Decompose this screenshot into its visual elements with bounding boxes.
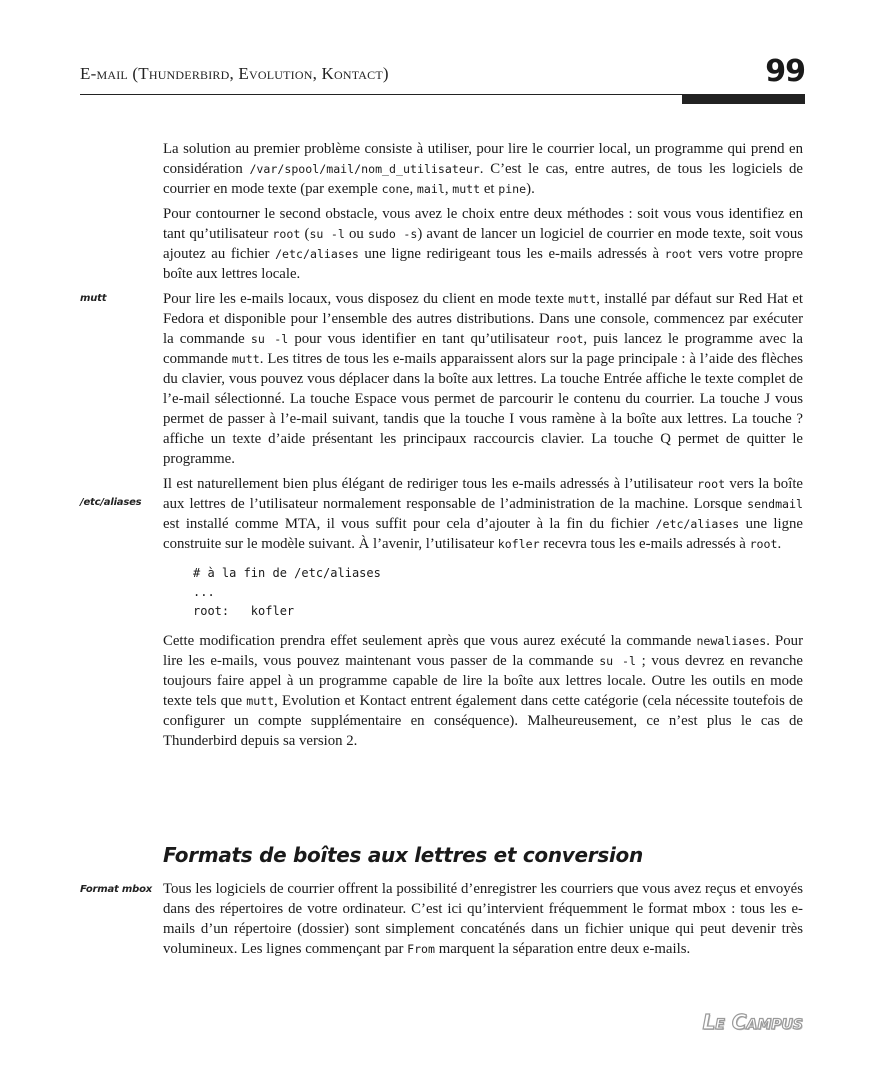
- text-run: Pour contourner le second obstacle, vous avez le choix entre deux méthodes : soit vous vous identifiez en tant qu’utilisateur: [163, 206, 803, 242]
- section-heading: Formats de boîtes aux lettres et conversion: [163, 843, 643, 867]
- paragraph-local-mail: [163, 139, 803, 199]
- running-header-part: ): [382, 64, 389, 83]
- text-run: Pour lire les e-mails locaux, vous disposez du client en mode texte: [163, 291, 569, 307]
- running-header-part: (T: [127, 64, 149, 83]
- running-header-part: hunderbird: [148, 64, 230, 83]
- publisher-logo: Le Campus: [702, 1010, 803, 1034]
- code-run: root: [272, 227, 301, 241]
- running-header: [80, 64, 389, 84]
- text-run: Il est naturellement bien plus élégant de rediriger tous les e-mails adressés à l’utilisateur: [163, 476, 698, 492]
- text-run: ,: [409, 181, 417, 197]
- text-run: .: [777, 536, 782, 552]
- text-run: La solution au premier problème consiste à utiliser, pour lire le courrier local, un programme qui prend en considération: [163, 141, 803, 177]
- margin-note-mutt: mutt: [80, 293, 107, 304]
- code-line: root: kofler: [193, 604, 295, 618]
- code-run: root: [749, 537, 778, 551]
- code-run: su -l: [599, 654, 637, 668]
- paragraph-aliases: [163, 474, 803, 554]
- code-run: root: [664, 247, 693, 261]
- running-header-part: E: [80, 64, 91, 83]
- text-run: Tous les logiciels de courrier offrent la possibilité d’enregistrer les courriers que vous avez reçus et envoyés dans des répertoires de votre ordinateur. C’est ici qu’intervient fréquemment le format mbox : tous les e-mails d’un répertoire (dossier) sont simplement concaténés dans un fichier unique qui peut devenir très volumineux. Les lignes commençant par: [163, 881, 803, 957]
- code-run: root: [697, 477, 726, 491]
- paragraph-second-obstacle: [163, 204, 803, 284]
- body-text: [163, 139, 803, 756]
- code-run: root: [555, 332, 584, 346]
- margin-note-aliases: /etc/aliases: [80, 497, 142, 508]
- body-text-mbox: [163, 879, 803, 964]
- code-run: mutt: [568, 292, 597, 306]
- code-run: newaliases: [696, 634, 767, 648]
- text-run: , installé par défaut sur Red Hat et Fedora et disponible pour l’ensemble des autres distributions. Dans une console, commencez par exécuter la commande: [163, 291, 803, 347]
- paragraph-newaliases: [163, 631, 803, 751]
- code-run: /etc/aliases: [655, 517, 740, 531]
- text-run: . Pour lire les e-mails, vous pouvez maintenant vous passer de la commande: [163, 633, 804, 669]
- code-run: su -l: [250, 332, 289, 346]
- text-run: ; vous devrez en revanche toujours faire appel à un programme capable de lire la boîte aux lettres locale. Outre les outils en mode texte tels que: [163, 653, 803, 709]
- text-run: . Les titres de tous les e-mails apparaissent alors sur la page principale : à l’aide des flèches du clavier, vous pouvez vous déplacer dans la boîte aux lettres. La touche Entrée affiche le texte complet de l’e-mail sélectionné. La touche Espace vous permet de parcourir le contenu du courrier. La touche J vous permet de passer à l’e-mail suivant, tandis que la touche I vous ramène à la boîte aux lettres. La touche ? affiche un texte d’aide présentant les principaux raccourcis clavier. La touche Q permet de quitter le programme.: [163, 351, 803, 467]
- code-run: /var/spool/mail/nom_d_utilisateur: [249, 162, 480, 176]
- text-run: et: [480, 181, 499, 197]
- page-number: 99: [765, 54, 805, 89]
- text-run: . C’est le cas, entre autres, de tous les logiciels de courrier en mode texte (par exemple: [163, 161, 803, 197]
- code-run: cone: [381, 182, 410, 196]
- paragraph-mutt: [163, 289, 803, 469]
- text-run: (: [300, 226, 310, 242]
- text-run: ou: [344, 226, 368, 242]
- margin-note-mbox: Format mbox: [80, 884, 152, 895]
- code-run: mail: [416, 182, 445, 196]
- code-run: From: [407, 942, 436, 956]
- code-run: mutt: [246, 694, 275, 708]
- running-header-part: ontact: [333, 64, 383, 83]
- code-run: mutt: [452, 182, 481, 196]
- code-run: sudo -s: [367, 227, 418, 241]
- text-run: vers la boîte aux lettres de l’utilisateur normalement responsable de l’administration de la machine. Lorsque: [163, 476, 803, 512]
- text-run: ,: [444, 181, 453, 197]
- header-bar: [682, 95, 805, 104]
- text-run: ).: [526, 181, 535, 197]
- text-run: une ligne construite sur le modèle suivant. À l’avenir, l’utilisateur: [163, 516, 803, 552]
- text-run: , Evolution et Kontact entrent également dans cette catégorie (cela nécessite toutefois de configurer un compte supplémentaire en conséquence). Malheureusement, ce n’est plus le cas de Thunderbird depuis sa version 2.: [163, 693, 803, 749]
- code-run: pine: [498, 182, 527, 196]
- running-header-part: , K: [312, 64, 334, 83]
- code-line: # à la fin de /etc/aliases: [193, 566, 381, 580]
- code-run: kofler: [497, 537, 540, 551]
- text-run: une ligne redirigeant tous les e-mails adressés à: [358, 246, 665, 262]
- text-run: , puis lancez le programme avec la commande: [163, 331, 803, 367]
- code-run: mutt: [231, 352, 260, 366]
- text-run: pour vous identifier en tant qu’utilisateur: [288, 331, 556, 347]
- code-block: [193, 564, 803, 621]
- text-run: est installé comme MTA, il vous suffit pour cela d’ajouter à la fin du fichier: [163, 516, 656, 532]
- text-run: Cette modification prendra effet seulement après que vous aurez exécuté la commande: [163, 633, 697, 649]
- code-run: /etc/aliases: [275, 247, 359, 261]
- text-run: ) avant de lancer un logiciel de courrier en mode texte, soit vous ajoutez au fichier: [163, 226, 803, 262]
- running-header-part: volution: [248, 64, 313, 83]
- paragraph-mbox: [163, 879, 803, 959]
- text-run: recevra tous les e-mails adressés à: [539, 536, 750, 552]
- text-run: vers votre propre boîte aux lettres locale.: [163, 246, 804, 282]
- code-run: su -l: [309, 227, 345, 241]
- text-run: marquent la séparation entre deux e-mails.: [435, 941, 691, 957]
- running-header-part: , E: [229, 64, 249, 83]
- code-line: ...: [193, 585, 215, 599]
- code-run: sendmail: [747, 497, 803, 511]
- running-header-part: -mail: [90, 64, 128, 83]
